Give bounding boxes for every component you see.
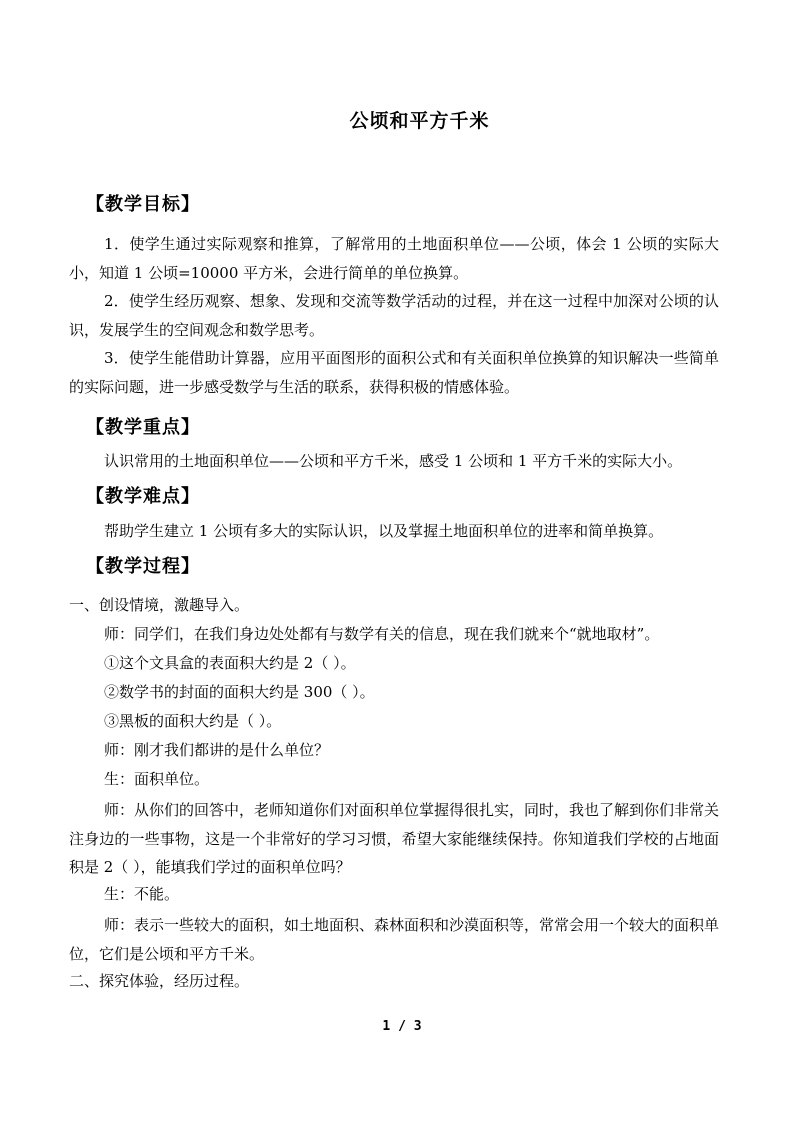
difficulties-text: 帮助学生建立 1 公顷有多大的实际认识，以及掌握土地面积单位的进率和简单换算。 (104, 522, 664, 540)
document-title: 公顷和平方千米 (349, 110, 490, 132)
process-line-5: 师：刚才我们都讲的是什么单位？ (104, 741, 330, 759)
process-student-answer: 生：不能。 (104, 885, 180, 903)
process-line-4: ③黑板的面积大约是（ ）。 (104, 712, 282, 730)
process-heading: 【教学过程】 (86, 556, 200, 577)
objective-item-3: 3．使学生能借助计算器，应用平面图形的面积公式和有关面积单位换算的知识解决一些简单的实际问题，进一步感受数学与生活的联系，获得积极的情感体验。 (69, 349, 719, 396)
process-line-3: ②数学书的封面的面积大约是 300（ ）。 (104, 683, 375, 701)
process-line-6: 生：面积单位。 (104, 770, 210, 788)
key-points-heading: 【教学重点】 (86, 417, 200, 438)
page-number: 1 / 3 (382, 1019, 422, 1034)
process-teacher-paragraph-2: 师：表示一些较大的面积，如土地面积、森林面积和沙漠面积等，常常会用一个较大的面积单位，它们是公顷和平方千米。 (69, 916, 720, 963)
process-line-2: ①这个文具盒的表面积大约是 2（ ）。 (104, 654, 356, 672)
objectives-heading: 【教学目标】 (86, 194, 200, 215)
process-step1-title: 一、创设情境，激趣导入。 (69, 596, 250, 614)
difficulties-heading: 【教学难点】 (86, 486, 200, 507)
process-step2-title: 二、探究体验，经历过程。 (69, 972, 250, 990)
objective-item-1: 1．使学生通过实际观察和推算，了解常用的土地面积单位——公顷，体会 1 公顷的实际大小，知道 1 公顷=10000 平方米，会进行简单的单位换算。 (69, 235, 719, 282)
process-teacher-paragraph: 师：从你们的回答中，老师知道你们对面积单位掌握得很扎实，同时，我也了解到你们非常关注身边的一些事物，这是一个非常好的学习习惯，希望大家能继续保持。你知道我们学校的占地面积是 2（ ），能填我们学过的面积单位吗？ (69, 801, 720, 876)
objective-item-2: 2．使学生经历观察、想象、发现和交流等数学活动的过程，并在这一过程中加深对公顷的认识，发展学生的空间观念和数学思考。 (69, 292, 719, 339)
process-line-1: 师：同学们，在我们身边处处都有与数学有关的信息，现在我们就来个“就地取材”。 (104, 625, 660, 643)
key-points-text: 认识常用的土地面积单位——公顷和平方千米，感受 1 公顷和 1 平方千米的实际大小。 (104, 452, 683, 470)
